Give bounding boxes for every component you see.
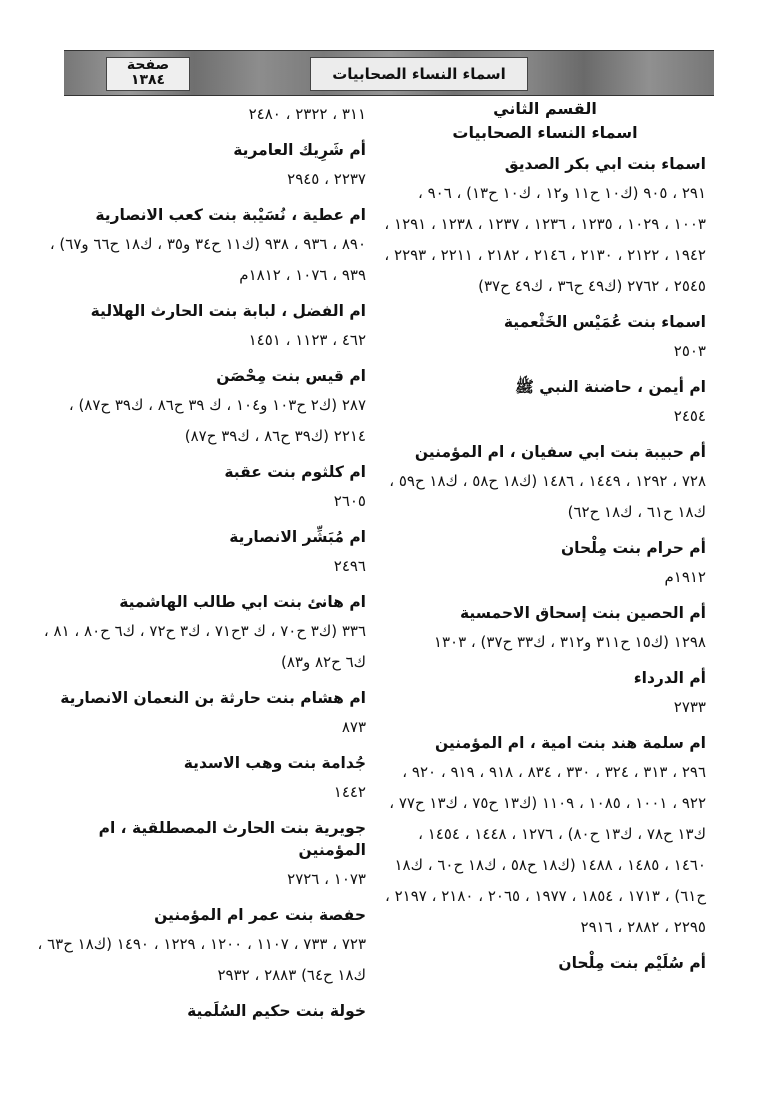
entry-refs: ٨٧٣ bbox=[341, 718, 366, 736]
page-number-box bbox=[106, 57, 190, 91]
entry-refs: ٢٩٦ ، ٣١٣ ، ٣٢٤ ، ٣٣٠ ، ٨٣٤ ، ٩١٨ ، ٩١٩ ، ٩٢٠ ، ٩٢٢ ، ١٠٠١ ، ١٠٨٥ ، ١١٠٩ (ك١٣ ح٧٥ ، ك١٣ ح٧٧ ، ك١٣ ح٧٨ ، ك١٣ ح٨٠) ، ١٢٧٦ ، ١٤٤٨ ، ١٤٥٤ ، ١٤٦٠ ، ١٤٨٥ ، ١٤٨٨ (ك١٨ ح٥٨ ، ك١٨ ح٦٠ ، ك١٨ ح٦١) ، ١٧١٣ ، ١٨٥٤ ، ١٩٧٧ ، ٢٠٦٥ ، ٢١٨٠ ، ٢١٩٧ ، ٢٢٩٥ ، ٢٨٨٢ ، ٢٩١٦ bbox=[384, 763, 706, 936]
header-title: اسماء النساء الصحابيات bbox=[310, 57, 528, 91]
entry-name: أم حبيبة بنت ابي سفيان ، ام المؤمنين bbox=[414, 443, 706, 461]
entry bbox=[384, 153, 706, 302]
entry bbox=[36, 687, 366, 743]
entry-refs: ٤٦٢ ، ١١٢٣ ، ١٤٥١ bbox=[248, 331, 366, 349]
page-number: ١٣٨٤ bbox=[130, 72, 166, 88]
entry-name: ام الفضل ، لبابة بنت الحارث الهلالية bbox=[90, 302, 366, 320]
entry-refs: ٢٨٧ (ك٢ ح١٠٣ و١٠٤ ، ك ٣٩ ح٨٦ ، ك٣٩ ح٨٧) ، ٢٢١٤ (ك٣٩ ح٨٦ ، ك٣٩ ح٨٧) bbox=[68, 396, 366, 445]
section-label: القسم الثاني bbox=[493, 99, 597, 118]
entry-refs: ٧٢٣ ، ٧٣٣ ، ١١٠٧ ، ١٢٠٠ ، ١٢٢٩ ، ١٤٩٠ (ك١٨ ح٦٣ ، ك١٨ ح٦٤) ٢٨٨٣ ، ٢٩٣٢ bbox=[37, 935, 366, 984]
entry bbox=[384, 667, 706, 723]
entry-refs: ٢٩١ ، ٩٠٥ (ك١٠ ح١١ و١٢ ، ك١٠ ح١٣) ، ٩٠٦ ، ١٠٠٣ ، ١٠٢٩ ، ١٢٣٥ ، ١٢٣٦ ، ١٢٣٧ ، ١٢٣٨ ، ١٢٩١ ، ١٩٤٢ ، ٢١٢٢ ، ٢١٣٠ ، ٢١٤٦ ، ٢١٨٢ ، ٢٢١١ ، ٢٢٩٣ ، ٢٥٤٥ ، ٢٧٦٢ (ك٤٩ ح٣٦ ، ك٤٩ ح٣٧) bbox=[384, 184, 706, 295]
entry-name: أم حرام بنت مِلْحان bbox=[560, 539, 706, 557]
entry-refs: ١٤٤٢ bbox=[333, 783, 366, 801]
page-label: صفحة bbox=[126, 57, 170, 73]
entry-refs: ٣٣٦ (ك٣ ح٧٠ ، ك ٣ح٧١ ، ك٣ ح٧٢ ، ك٦ ح٨٠ ، ٨١ ، ك٦ ح٨٢ و٨٣) bbox=[43, 622, 366, 671]
entry-name: ام قيس بنت مِحْصَن bbox=[216, 367, 366, 385]
entry bbox=[384, 376, 706, 432]
entry-refs: ٧٢٨ ، ١٢٩٢ ، ١٤٤٩ ، ١٤٨٦ (ك١٨ ح٥٨ ، ك١٨ ح٥٩ ، ك١٨ ح٦١ ، ك١٨ ح٦٢) bbox=[389, 472, 706, 521]
page-header bbox=[64, 50, 714, 96]
left-column bbox=[36, 96, 366, 1022]
entry-name: ام سلمة هند بنت امية ، ام المؤمنين bbox=[434, 734, 706, 752]
entry-name: أم الدرداء bbox=[633, 669, 706, 687]
entry-name: حفصة بنت عمر ام المؤمنين bbox=[154, 906, 366, 924]
right-column bbox=[384, 96, 706, 974]
left-entries bbox=[36, 99, 366, 1022]
entry bbox=[36, 752, 366, 808]
entry-refs: ٢٥٠٣ bbox=[673, 342, 706, 360]
entry bbox=[384, 441, 706, 528]
entry bbox=[36, 817, 366, 895]
section-title: اسماء النساء الصحابيات bbox=[452, 123, 638, 142]
entry-name: ام هانئ بنت ابي طالب الهاشمية bbox=[119, 593, 366, 611]
entry bbox=[384, 602, 706, 658]
entry bbox=[36, 461, 366, 517]
entry-refs: ١٢٩٨ (ك١٥ ح٣١١ و٣١٢ ، ك٣٣ ح٣٧) ، ١٣٠٣ bbox=[433, 633, 706, 651]
entry-refs: ٣١١ ، ٢٣٢٢ ، ٢٤٨٠ bbox=[248, 105, 366, 123]
entry bbox=[384, 311, 706, 367]
right-entries bbox=[384, 153, 706, 974]
entry bbox=[36, 591, 366, 678]
entry-name: خولة بنت حكيم السُلَمية bbox=[187, 1002, 366, 1020]
entry bbox=[36, 204, 366, 291]
entry-name: جُدامة بنت وهب الاسدية bbox=[183, 754, 366, 772]
entry bbox=[36, 526, 366, 582]
entry bbox=[36, 300, 366, 356]
entry-refs: ٨٩٠ ، ٩٣٦ ، ٩٣٨ (ك١١ ح٣٤ و٣٥ ، ك١٨ ح٦٦ و٦٧) ، ٩٣٩ ، ١٠٧٦ ، ١٨١٢م bbox=[49, 235, 366, 284]
entry bbox=[384, 537, 706, 593]
entry-name: أم شَرِيك العامرية bbox=[233, 141, 366, 159]
entry bbox=[36, 365, 366, 452]
entry-name: جويرية بنت الحارث المصطلقية ، ام المؤمنين bbox=[98, 819, 366, 859]
entry-refs: ١٩١٢م bbox=[664, 568, 706, 586]
entry bbox=[36, 904, 366, 991]
entry-name: ام كلثوم بنت عقبة bbox=[224, 463, 366, 481]
entry bbox=[36, 99, 366, 130]
entry-name: ام هشام بنت حارثة بن النعمان الانصارية bbox=[60, 689, 366, 707]
entry-name: ام عطية ، نُسَيْبة بنت كعب الانصارية bbox=[95, 206, 366, 224]
entry-name: ام مُبَشِّر الانصارية bbox=[229, 528, 366, 546]
entry-refs: ٢٤٩٦ bbox=[333, 557, 366, 575]
entry-name: ام أيمن ، حاضنة النبي ﷺ bbox=[515, 378, 706, 396]
entry bbox=[36, 1000, 366, 1022]
entry bbox=[384, 732, 706, 943]
entry-name: اسماء بنت عُمَيْس الخَثْعمية bbox=[503, 313, 706, 331]
entry bbox=[384, 952, 706, 974]
entry-name: أم سُلَيْم بنت مِلْحان bbox=[558, 954, 706, 972]
entry-refs: ٢٧٣٣ bbox=[673, 698, 706, 716]
entry bbox=[36, 139, 366, 195]
entry-name: أم الحصين بنت إسحاق الاحمسية bbox=[460, 604, 706, 622]
entry-refs: ٢٢٣٧ ، ٢٩٤٥ bbox=[287, 170, 366, 188]
entry-refs: ١٠٧٣ ، ٢٧٢٦ bbox=[287, 870, 366, 888]
entry-refs: ٢٤٥٤ bbox=[673, 407, 706, 425]
entry-name: اسماء بنت ابي بكر الصديق bbox=[504, 155, 706, 173]
entry-refs: ٢٦٠٥ bbox=[333, 492, 366, 510]
